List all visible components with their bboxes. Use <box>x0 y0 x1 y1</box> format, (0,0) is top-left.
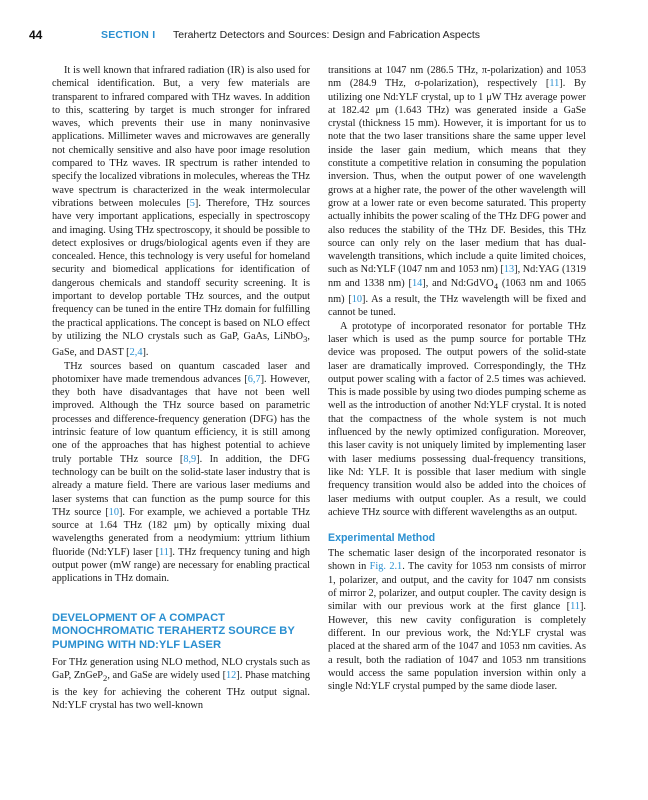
paragraph: It is well known that infrared radiation (IR) is also used for chemical identification. But, a very few materials are transparent to infrared compared with THz waves. In addition to this, scattering by target is much stronger for infrared waves, which prevents their use in many noninvasive applications. Millimeter waves and microwaves are generally not chemically sensitive and also have poor image resolution compared to THz waves. IR spectrum is rather intended to specify the localized vibrations in molecules, whereas the THz wave spectrum is characterized in the weak intermolecular vibrations between molecules [5]. Therefore, THz sources have very important applications, especially in spectroscopy and imaging. Using THz spectroscopy, it should be possible to detect explosives or drugs/biological agents even if they are concealed. Hence, this technology is very useful for homeland security and biomedical applications for identification of dangerous chemicals and standoff security screening. It is important to develop portable THz sources, and the output frequency can be tuned in the entire THz domain for fulfilling the practical applications. The concept is based on NLO effect by utilizing the NLO crystals such as GaP, GaAs, LiNbO$_3$, GaSe, and DAST [2,4]. <box>52 65 311 359</box>
citation-link[interactable]: 11 <box>159 546 169 558</box>
citation-link[interactable]: 10 <box>108 506 119 518</box>
citation-link[interactable]: 5 <box>189 197 195 209</box>
citation-link[interactable]: 14 <box>411 277 423 289</box>
paragraph: THz sources based on quantum cascaded laser and photomixer have made tremendous advances [6,7]. However, they both have disadvantages that have not been well improved. Although the THz source based on parametric processes and difference-frequency generation (DFG) has the intrinsic feature of low quantum efficiency, it is still among one of the approaches that has highest potential to achieve truly portable THz source [8,9]. In addition, the DFG technology can be built on the solid-state laser industry that is already a mature field. There are various laser mediums and laser systems that can function as the pump source for this THz source [10]. For example, we achieved a portable THz source at 1.64 THz (182 μm) by optically mixing dual wavelengths generated from a neodymium: yttrium lithium fluoride (Nd:YLF) laser [11]. THz frequency tuning and high output power (mW range) are necessary for enabling practical applications in THz domain. <box>52 360 310 585</box>
citation-link[interactable]: 11 <box>570 601 580 613</box>
subsection-heading: Experimental Method <box>328 532 436 545</box>
page-number: 44 <box>29 28 43 42</box>
citation-link[interactable]: 13 <box>503 264 515 276</box>
citation-link[interactable]: 6,7 <box>247 373 261 385</box>
paragraph: For THz generation using NLO method, NLO crystals such as GaP, ZnGeP$_2$, and GaSe are widely used [12]. Phase matching is the key for achieving the coherent THz output signal. Nd:YLF crystal has two well-known <box>52 657 310 712</box>
figure-link[interactable]: Fig. 2.1 <box>369 561 403 573</box>
citation-link[interactable]: 11 <box>549 78 560 90</box>
paragraph: transitions at 1047 nm (286.5 THz, π-polarization) and 1053 nm (284.9 THz, σ-polarization), respectively [11]. By utilizing one Nd:YLF crystal, up to 1 μW THz average power at 182.42 μm (1.643 THz) was generated inside a GaSe crystal (thickness 15 mm). However, it is important for us to note that the two laser transitions share the same upper level inside the laser gain medium, which means that they constitute a competitive relation in consuming the population inversion. Thus, when the output power of one wavelength grows at a higher rate, the power of the other wavelength will grow at a lower rate or even become saturated. This property actually inhibits the power scaling of the THz DFG power and also reduces the stability of the THz DF. Besides, this THz source can only rely on the laser medium that has dual-wavelength transitions, which include a quite limited choices, such as Nd:YLF (1047 nm and 1053 nm) [13], Nd:YAG (1319 nm and 1338 nm) [14], and Nd:GdVO$_4$ (1063 nm and 1065 nm) [10]. As a result, the THz wavelength will be fixed and cannot be tuned. <box>328 65 586 319</box>
citation-link[interactable]: 8,9 <box>183 453 197 465</box>
left-column <box>52 64 310 712</box>
citation-link[interactable]: 2,4 <box>129 347 143 359</box>
paragraph: A prototype of incorporated resonator for portable THz laser which is used as the pump source for portable THz device was proposed. The output powers of the solid-state laser are dramatically improved. Correspondingly, the THz output power scaling with a factor of 2.5 times was achieved. This is made possible by using two diodes pumping scheme as well as the introduction of another Nd:YLF crystal. It is noted that the compactness of the whole system is not much influenced by the newly optimized configuration. Moreover, this laser cavity is not uniquely limited by implementing laser with laser mediums possessing dual-frequency transitions, like Nd: YLF. It is possible that laser medium with single frequency transition would also be added into the choices of laser mediums with output coupler. As a result, we could achieve THz source with different wavelengths as an output. <box>328 320 586 518</box>
right-column <box>328 64 586 693</box>
citation-link[interactable]: 10 <box>351 294 363 306</box>
running-title: Terahertz Detectors and Sources: Design and Fabrication Aspects <box>173 29 480 41</box>
paragraph: The schematic laser design of the incorporated resonator is shown in Fig. 2.1. The cavity for 1053 nm consists of mirror 1, polarizer, and output, and the cavity for 1047 nm consists of mirror 2, polarizer, and output coupler. The cavity design is similar with our previous work at the first glance [11]. However, this new cavity configuration is completely different. In our previous work, the Nd:YLF crystal was placed at the shared arm of the 1047 and 1053 nm cavities. As a result, both the radiation of 1047 and 1053 nm transitions would access the same population inversion within only a single Nd:YLF crystal pumped by the same diode laser. <box>328 548 587 693</box>
section-label: SECTION I <box>101 29 156 41</box>
section-heading: DEVELOPMENT OF A COMPACT MONOCHROMATIC TERAHERTZ SOURCE BY PUMPING WITH ND:YLF LASER <box>52 611 295 651</box>
citation-link[interactable]: 12 <box>226 670 237 682</box>
page-header <box>0 28 648 46</box>
